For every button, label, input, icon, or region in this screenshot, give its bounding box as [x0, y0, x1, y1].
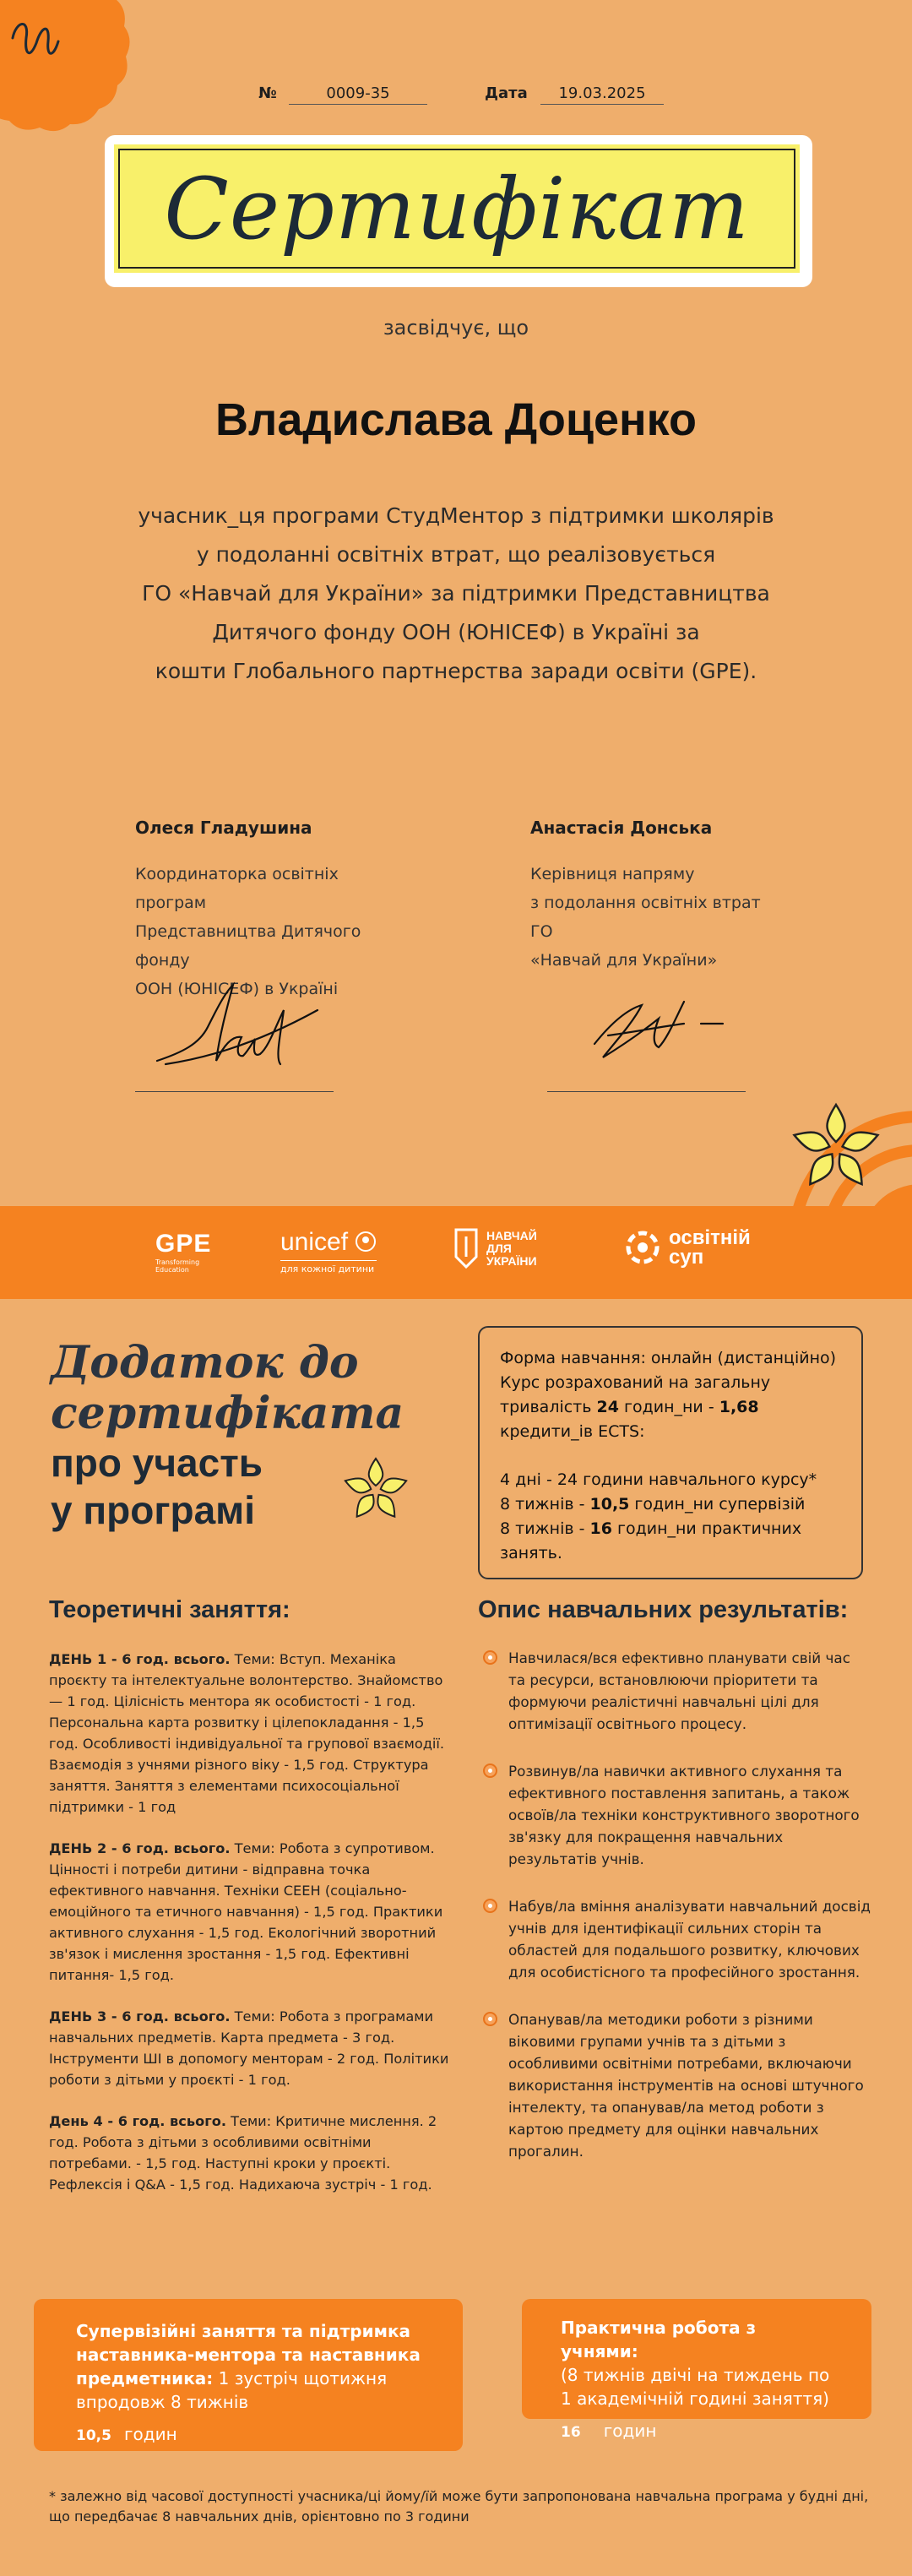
footnote: * залежно від часової доступності учасника/ці йому/їй може бути запропонована навчальна програма у будні дні, що передбачає 8 навчальних днів, орієнтовно по 3 години [49, 2488, 869, 2524]
unicef-globe-icon [355, 1231, 377, 1253]
theory-days [49, 1649, 453, 2215]
certificate-number: 0009-35 [289, 84, 427, 105]
signatory-role-line: Керівниця напряму [530, 865, 695, 883]
signatory-role-line: Координаторка освітніх програм [135, 865, 339, 912]
bullet-icon [483, 1650, 497, 1665]
signatory-role-line: «Навчай для України» [530, 951, 718, 970]
certifies-text: засвідчує, що [383, 316, 529, 340]
bullet-icon [483, 2012, 497, 2026]
outcomes-heading: Опис навчальних результатів: [478, 1596, 849, 1623]
annex-title: Додаток до сертифіката [51, 1337, 404, 1439]
description-line: у подоланні освітніх втрат, що реалізовується [196, 542, 716, 567]
certificate-description [110, 497, 802, 691]
signatory-role-line: ООН (ЮНІСЕФ) в Україні [135, 980, 339, 998]
signatory-name: Олеся Гладушина [135, 818, 312, 838]
day-item: ДЕНЬ 2 - 6 год. всього. Теми: Робота з супротивом. Цінності і потреби дитини - відправна точка ефективного навчання. Техніки СЕЕН (соціально-емоційного та етичного навчання) - 1,5 год. Практики активного слухання - 1,5 год. Екологічний зворотний зв'язок і мислення зростання - 1,5 год. Ефективні питання- 1,5 год. [49, 1840, 443, 1983]
teach-logo-icon [453, 1226, 480, 1270]
study-form-summary: Форма навчання: онлайн (дистанційно) Курс розрахований на загальну тривалість 24 годин_ни - 1,68 кредити_ів ECTS: [500, 1349, 837, 1441]
number-label: № [258, 84, 277, 102]
day-item: День 4 - 6 год. всього. Теми: Критичне мислення. 2 год. Робота з дітьми з особливими освітніми потребами. - 1,5 год. Наступні кроки у проєкті. Рефлексія і Q&A - 1,5 год. Надихаюча зустріч - 1 год. [49, 2113, 437, 2193]
soup-logo-icon [623, 1228, 662, 1267]
bullet-icon [483, 1764, 497, 1778]
signature-1-line [135, 1091, 334, 1092]
signature-2-image [583, 985, 735, 1078]
gpe-logo: GPE Transforming Education [155, 1230, 212, 1274]
signatory-2 [530, 818, 784, 975]
signatory-name: Анастасія Донська [530, 818, 713, 838]
practice-box: Практична робота з учнями: (8 тижнів двічі на тиждень по 1 академічній годині заняття) 16 годин [522, 2299, 871, 2419]
star-decoration [785, 1098, 887, 1199]
signature-2-line [547, 1091, 746, 1092]
description-line: учасник_ця програми СтудМентор з підтримки школярів [138, 503, 774, 528]
supervision-box: Супервізійні заняття та підтримка наставника-ментора та наставника предметника: 1 зустріч щотижня впродовж 8 тижнів 10,5 годин [34, 2299, 463, 2451]
annex-page [0, 1299, 912, 2576]
signatory-1 [135, 818, 388, 1003]
description-line: ГО «Навчай для України» за підтримки Представництва [142, 581, 770, 606]
outcome-item: Навчилася/вся ефективно планувати свій час та ресурси, встановлюючи пріоритети та формуючи реалістичні навчальні цілі для оптимізації освітнього процесу. [483, 1647, 871, 1735]
study-form-breakdown: 4 дні - 24 години навчального курсу* 8 тижнів - 10,5 годин_ни супервізій 8 тижнів - 16 годин_ни практичних занять. [500, 1470, 817, 1562]
annex-star-decoration [341, 1456, 410, 1525]
outcome-item: Розвинув/ла навички активного слухання та ефективного поставлення запитань, а також освоїв/ла техніки конструктивного зворотного зв'язку для покращення навчальних результатів учнів. [483, 1760, 871, 1870]
teach-for-ukraine-logo: НАВЧАЙ ДЛЯ УКРАЇНИ [453, 1226, 537, 1270]
signature-1-image [149, 976, 326, 1086]
learning-outcomes [483, 1647, 871, 2187]
unicef-logo: unicef для кожної дитини [280, 1228, 377, 1274]
description-line: кошти Глобального партнерства заради освіти (GPE). [155, 659, 757, 683]
description-line: Дитячого фонду ООН (ЮНІСЕФ) в Україні за [212, 620, 700, 644]
day-item: ДЕНЬ 1 - 6 год. всього. Теми: Вступ. Механіка проєкту та інтелектуальне волонтерство. Знайомство — 1 год. Цілісність ментора як особистості - 1 год. Персональна карта розвитку і цілепокладання - 1,5 год. Особливості індивідуальної та групової взаємодії. Взаємодія з учнями різного віку - 1,5 год. Структура заняття. Заняття з елементами психосоціальної підтримки - 1 год [49, 1651, 445, 1815]
certificate-title: Сертифікат [164, 159, 750, 258]
date-label: Дата [485, 84, 528, 102]
partner-logos [0, 1208, 912, 1292]
certificate-page [0, 0, 912, 1243]
signatory-role-line: з подолання освітніх втрат ГО [530, 894, 761, 941]
theory-heading: Теоретичні заняття: [49, 1596, 290, 1623]
bullet-icon [483, 1899, 497, 1913]
signatory-role-line: Представництва Дитячого фонду [135, 922, 361, 970]
outcome-item: Опанував/ла методики роботи з різними віковими групами учнів та з дітьми з особливими освітніми потребами, включаючи використання інструментів на основі штучного інтелекту, та опанував/ла метод роботи з картою предмету для оцінки навчальних прогалин. [483, 2008, 871, 2162]
osvitnii-sup-logo: освітній суп [623, 1228, 751, 1267]
annex-subtitle: про участь у програмі [51, 1441, 263, 1532]
title-banner [111, 142, 802, 275]
certificate-date: 19.03.2025 [540, 84, 664, 105]
day-item: ДЕНЬ 3 - 6 год. всього. Теми: Робота з програмами навчальних предметів. Карта предмета - 3 год. Інструменти ШІ в допомогу менторам - 2 год. Політики роботи з дітьми у проєкті - 1 год. [49, 2008, 449, 2088]
outcome-item: Набув/ла вміння аналізувати навчальний досвід учнів для ідентифікації сильних сторін та областей для подальшого розвитку, ключових для особистісного та професійного зростання. [483, 1895, 871, 1983]
recipient-name: Владислава Доценко [215, 394, 697, 445]
study-form-box [478, 1326, 863, 1579]
